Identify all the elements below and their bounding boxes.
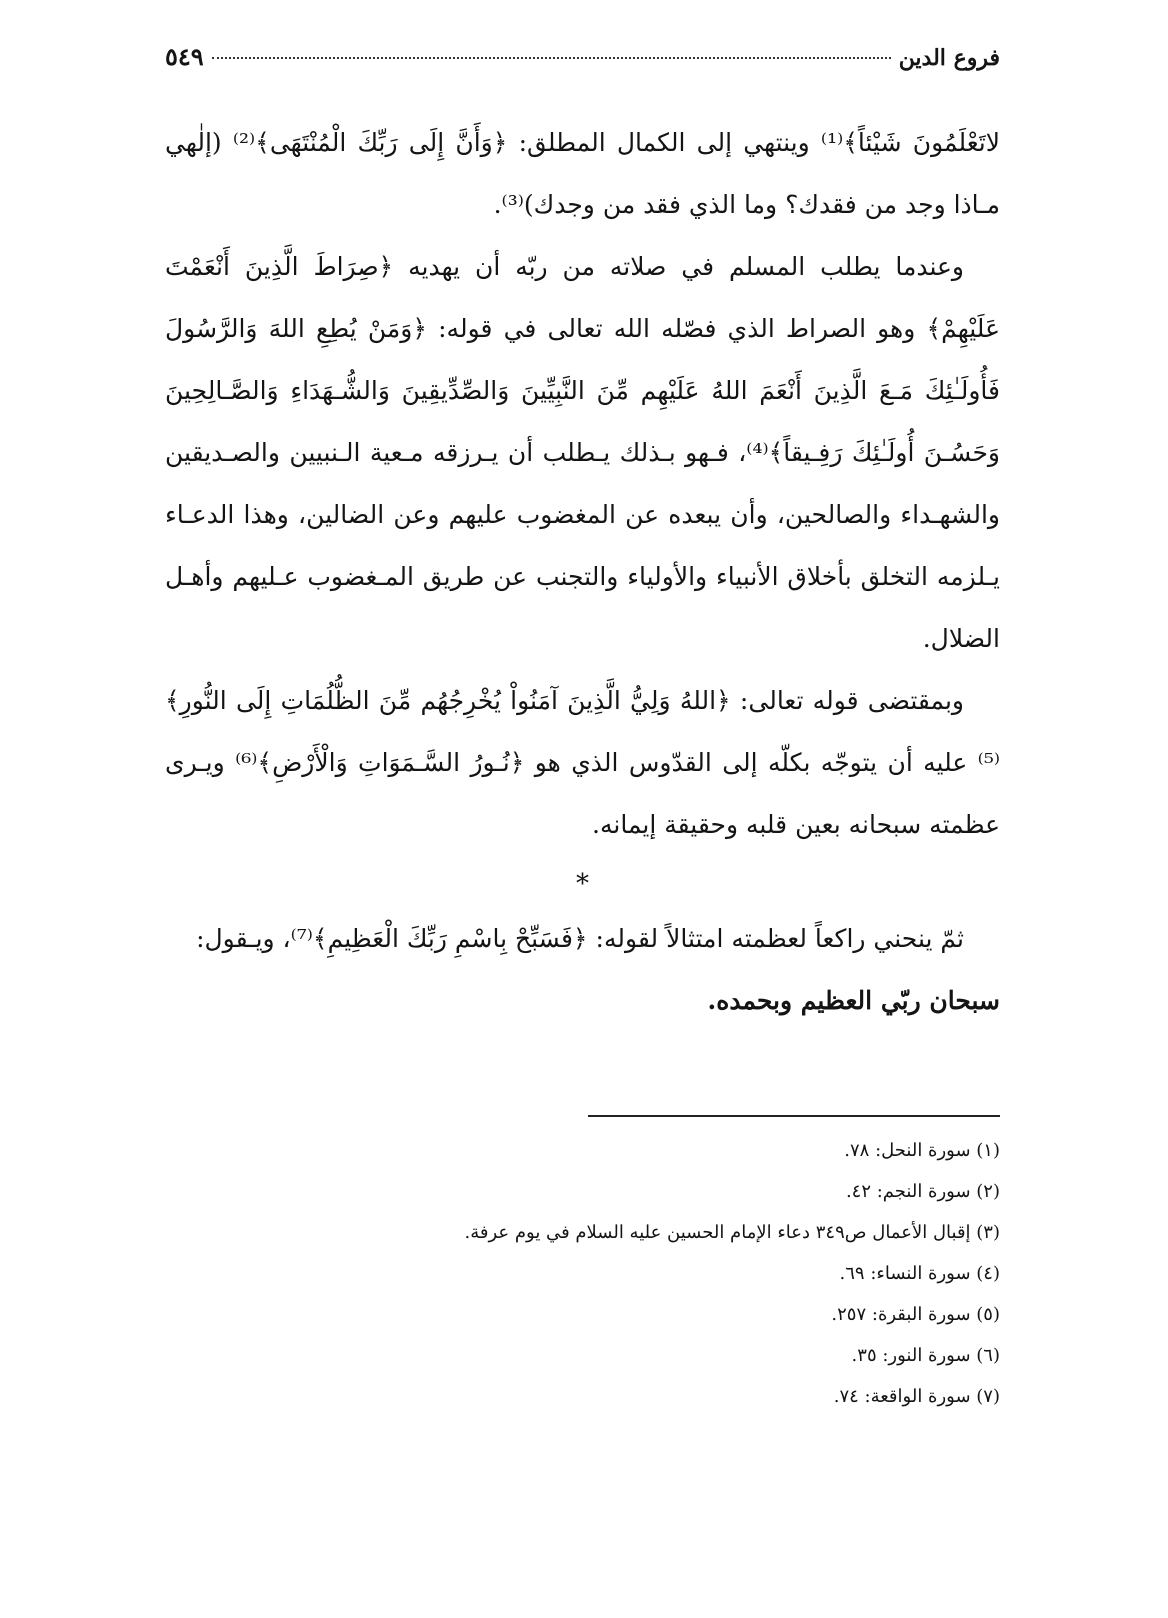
paragraph-3: وبمقتضى قوله تعالى: ﴿اللهُ وَلِيُّ الَّذِينَ آمَنُواْ يُخْرِجُهُم مِّنَ الظُّلُمَاتِ إِلَى النُّورِ﴾⁽⁵⁾ عليه أن يتوجّه بكلّه إلى القدّوس الذي هو ﴿نُـورُ السَّـمَوَاتِ وَالْأَرْضِ﴾⁽⁶⁾ ويـرى عظمته سبحانه بعين قلبه وحقيقة إيمانه. xyxy=(165,686,1000,839)
section-separator: * xyxy=(576,869,589,899)
paragraph-2: وعندما يطلب المسلم في صلاته من ربّه أن يهديه ﴿صِرَاطَ الَّذِينَ أَنْعَمْتَ عَلَيْهِمْ﴾ وهو الصراط الذي فصّله الله تعالى في قوله: ﴿وَمَنْ يُطِعِ اللهَ وَالرَّسُولَ فَأُولَـٰئِكَ مَـعَ الَّذِينَ أَنْعَمَ اللهُ عَلَيْهِم مِّنَ النَّبِيِّينَ وَالصِّدِّيقِينَ وَالشُّـهَدَاءِ وَالصَّـالِحِينَ وَحَسُـنَ أُولَـٰئِكَ رَفِـيقاً﴾⁽⁴⁾، فـهو بـذلك يـطلب أن يـرزقه مـعية الـنبيين والصـديقين والشهـداء والصالحين، وأن يبعده عن المغضوب عليهم وعن الضالين، وهذا الدعـاء يـلزمه التخلق بأخلاق الأنبياء والأولياء والتجنب عن طريق المـغضوب عـليهم وأهـل الضلال. xyxy=(165,252,1000,653)
main-text xyxy=(165,112,1000,1032)
paragraph-5: سبحان ربّي العظيم وبحمده. xyxy=(707,986,1000,1015)
footnote-divider xyxy=(588,1115,1000,1117)
leader-dots xyxy=(212,57,891,59)
footnote-2: (٢) سورة النجم: ٤٢. xyxy=(845,1181,1000,1202)
footnote-7: (٧) سورة الواقعة: ٧٤. xyxy=(833,1386,1000,1407)
paragraph-4: ثمّ ينحني راكعاً لعظمته امتثالاً لقوله: ﴿فَسَبِّحْ بِاسْمِ رَبِّكَ الْعَظِيمِ﴾⁽⁷⁾، ويـقول: xyxy=(196,924,964,953)
footnote-4: (٤) سورة النساء: ٦٩. xyxy=(839,1263,1000,1284)
footnote-1: (١) سورة النحل: ٧٨. xyxy=(844,1140,1000,1161)
footnote-6: (٦) سورة النور: ٣٥. xyxy=(851,1345,1000,1366)
footnote-5: (٥) سورة البقرة: ٢٥٧. xyxy=(831,1304,1000,1325)
footnote-3: (٣) إقبال الأعمال ص٣٤٩ دعاء الإمام الحسين عليه السلام في يوم عرفة. xyxy=(464,1222,1000,1243)
running-header xyxy=(165,42,1000,82)
paragraph-1: لاتَعْلَمُونَ شَيْئاً﴾⁽¹⁾ وينتهي إلى الكمال المطلق: ﴿وَأَنَّ إِلَى رَبِّكَ الْمُنْتَهَى﴾⁽²⁾ (إلٰهي مـاذا وجد من فقدك؟ وما الذي فقد من وجدك)⁽³⁾. xyxy=(165,128,1001,219)
footnotes xyxy=(165,1130,1000,1417)
page-number: ٥٤٩ xyxy=(165,42,204,71)
chapter-title: فروع الدين xyxy=(898,45,1000,71)
